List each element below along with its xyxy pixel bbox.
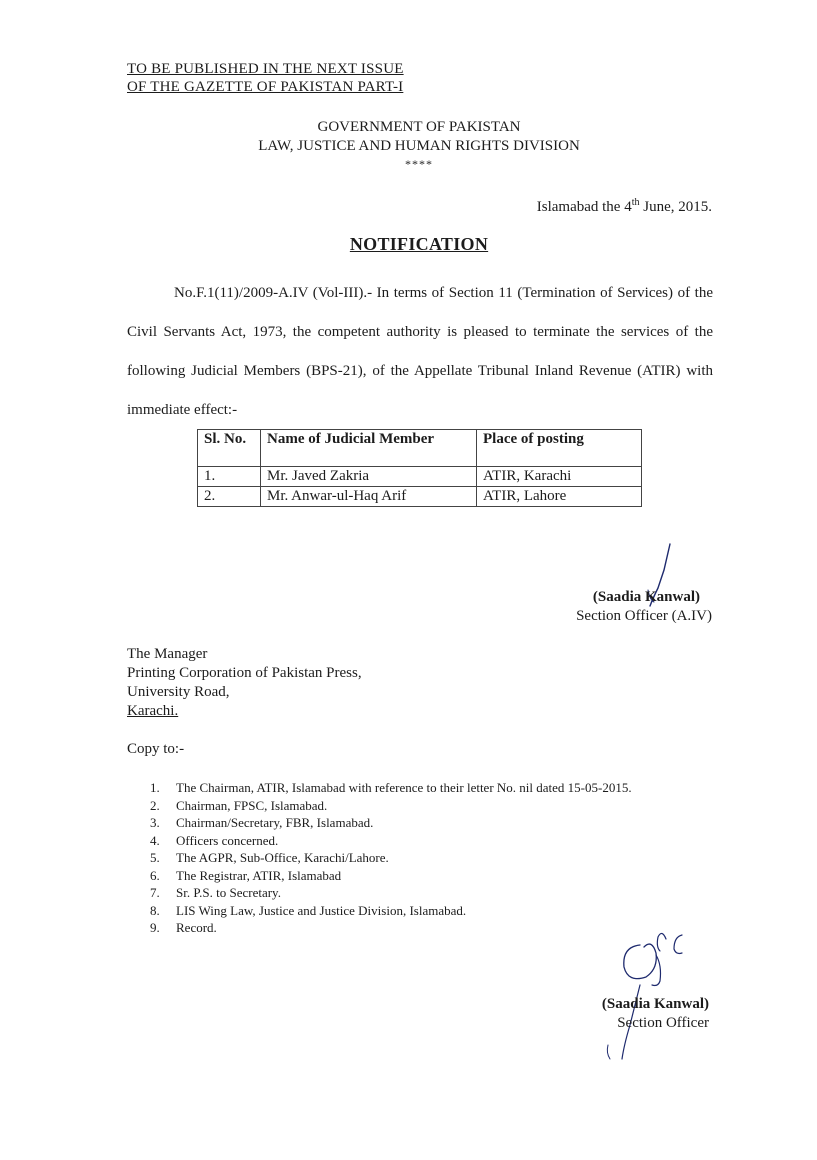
list-item-text: Chairman/Secretary, FBR, Islamabad.: [176, 815, 374, 830]
address-line: Printing Corporation of Pakistan Press,: [127, 665, 362, 681]
table-cell: 1.: [198, 467, 261, 487]
signatory-designation: Section Officer (A.IV): [576, 608, 712, 624]
table-cell: Mr. Anwar-ul-Haq Arif: [261, 487, 477, 507]
list-item-text: The Registrar, ATIR, Islamabad: [176, 867, 342, 883]
table-row: [198, 487, 642, 507]
table-header-cell: Place of posting: [477, 430, 642, 467]
list-item-number: 3.: [150, 815, 160, 830]
list-item-text: The AGPR, Sub-Office, Karachi/Lahore.: [176, 850, 389, 865]
date-line: [537, 197, 712, 216]
header-separator: ****: [405, 157, 433, 171]
table-cell: ATIR, Lahore: [477, 487, 642, 507]
list-item: [150, 884, 713, 902]
table-cell: 2.: [198, 487, 261, 507]
list-item: [150, 814, 713, 832]
list-item: [150, 779, 713, 797]
address-line: The Manager: [127, 646, 208, 662]
copy-to-list: [150, 779, 713, 937]
list-item: [150, 902, 713, 920]
list-item-number: 1.: [150, 780, 160, 795]
list-item-text: LIS Wing Law, Justice and Justice Division, Islamabad.: [176, 902, 467, 918]
list-item-text: Sr. P.S. to Secretary.: [176, 885, 281, 900]
address-city: Karachi.: [127, 703, 179, 719]
list-item-text: Record.: [176, 920, 217, 935]
list-item-number: 4.: [150, 832, 160, 848]
gazette-line-1: TO BE PUBLISHED IN THE NEXT ISSUE: [127, 61, 404, 77]
list-item-number: 5.: [150, 850, 160, 865]
date-suffix: th: [631, 197, 640, 208]
signatory-name: (Saadia Kanwal): [601, 996, 709, 1012]
gazette-line-2: OF THE GAZETTE OF PAKISTAN PART-I: [127, 79, 404, 95]
list-item: [150, 832, 713, 850]
list-item-number: 9.: [150, 920, 160, 935]
list-item-number: 2.: [150, 797, 160, 813]
list-item-text: The Chairman, ATIR, Islamabad with reference to their letter No. nil dated 15-05-2015.: [176, 780, 632, 795]
table-header-cell: Sl. No.: [198, 430, 261, 467]
list-item: [150, 797, 713, 815]
judicial-members-table: [197, 429, 642, 507]
table-header-cell: Name of Judicial Member: [261, 430, 477, 467]
signatory-name: (Saadia Kanwal): [592, 589, 700, 605]
government-title: GOVERNMENT OF PAKISTAN: [317, 119, 521, 135]
copy-to-label: Copy to:-: [127, 741, 185, 757]
address-line: University Road,: [127, 684, 230, 700]
list-item-text: Chairman, FPSC, Islamabad.: [176, 797, 328, 813]
list-item-number: 8.: [150, 902, 160, 918]
notification-heading: NOTIFICATION: [349, 234, 489, 254]
signatory-designation: Section Officer: [617, 1015, 709, 1031]
table-header-row: [198, 430, 642, 467]
list-item-number: 6.: [150, 867, 160, 883]
division-title: LAW, JUSTICE AND HUMAN RIGHTS DIVISION: [258, 138, 580, 154]
table-cell: Mr. Javed Zakria: [261, 467, 477, 487]
table-row: [198, 467, 642, 487]
date-rest: June, 2015.: [639, 199, 712, 215]
list-item: [150, 867, 713, 885]
list-item-text: Officers concerned.: [176, 832, 279, 848]
list-item: [150, 849, 713, 867]
notification-body: No.F.1(11)/2009-A.IV (Vol-III).- In terms of Section 11 (Termination of Services) of the Civil Servants Act, 1973, the competent authority is pleased to terminate the services of the following Judicial Members (BPS-21), of the Appellate Tribunal Inland Revenue (ATIR) with immediate effect:-: [127, 285, 713, 418]
date-prefix: Islamabad the 4: [536, 199, 632, 215]
table-cell: ATIR, Karachi: [477, 467, 642, 487]
list-item-number: 7.: [150, 885, 160, 900]
